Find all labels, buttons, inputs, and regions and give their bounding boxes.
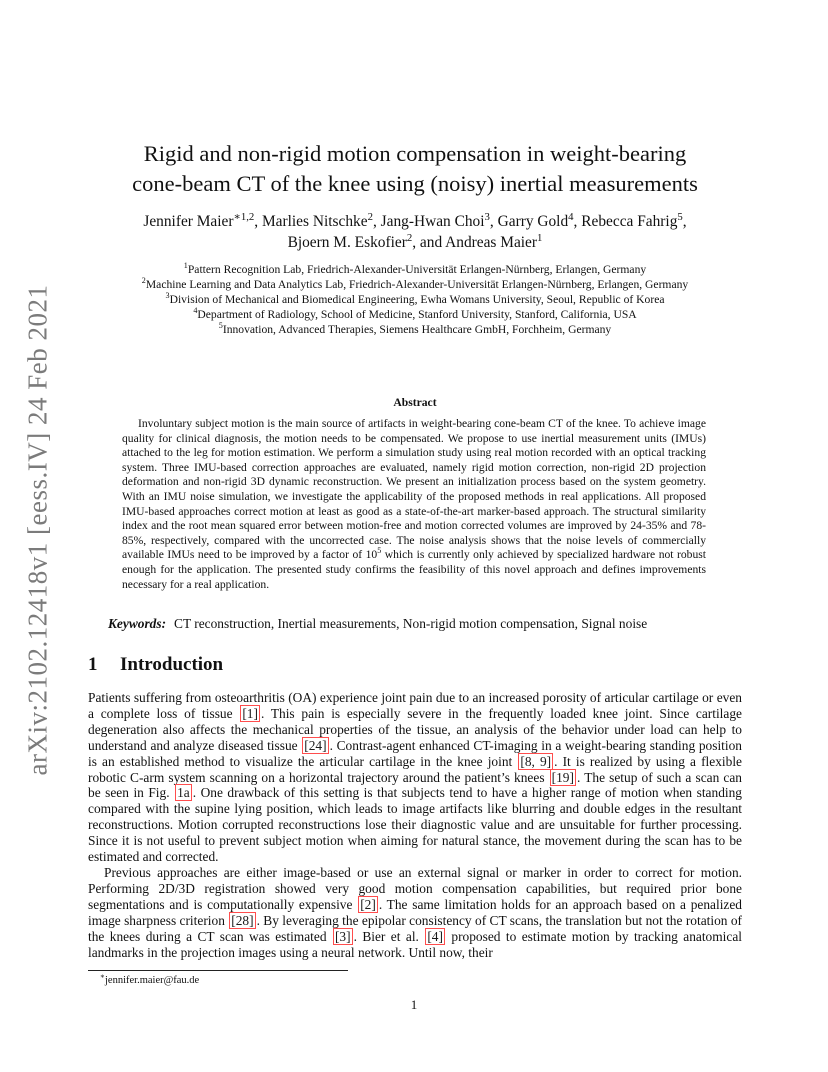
paragraph-text: proposed to estimate motion by tracking anatomical landmarks in the projection images using a neural network. Until now, their [88,928,742,960]
author-affil-mark: 5 [677,210,683,223]
citation-link[interactable]: [3] [334,928,351,944]
section-title: Introduction [120,654,224,675]
affiliation-mark: 3 [165,291,170,301]
title-line: cone-beam CT of the knee using (noisy) inertial measurements [132,171,698,196]
affiliation-text: Machine Learning and Data Analytics Lab, Friedrich-Alexander-Universität Erlangen-Nürnberg, Erlangen, Germany [145,278,689,291]
author [497,210,574,230]
affiliation [70,322,760,337]
affiliation-list [70,262,760,337]
author [581,210,683,230]
author-affil-mark: 3 [484,210,490,223]
author-affil-mark: 2 [406,231,413,244]
citation-link[interactable]: [19] [551,769,574,785]
citation-link[interactable]: [24] [304,737,327,753]
paragraph-text: . This pain is especially severe in the frequently loaded knee joint. Since cartilage degeneration also affects the mechanical properties of the tissue, an analysis of the behavior under load can help to understand and analyze diseased tissue [88,705,742,753]
body-paragraph-1 [88,690,742,865]
body-paragraph-2 [88,865,742,960]
author [380,210,490,230]
page-number: 1 [410,997,418,1012]
abstract-exponent: 5 [377,546,382,556]
author-line-1: Jennifer Maier$^{∗1,2}$, Marlies Nitschke$^2$, Jang-Hwan Choi$^3$, Garry Gold$^4$, Rebecca Fahrig$^5$, [143,210,687,230]
author-name: Andreas Maier [445,234,538,251]
paragraph-text: . Bier et al. [353,928,425,944]
citation-link[interactable]: 1a [177,785,190,801]
author [445,231,543,251]
paragraph-text: . It is realized by using a flexible robotic C-arm system scanning on a horizontal trajectory around the patient’s knees [88,753,742,785]
citation-link[interactable]: [28] [231,912,254,928]
title-line: Rigid and non-rigid motion compensation in weight-bearing [143,141,687,166]
author-affil-mark: 1 [537,231,543,244]
keywords-line [108,616,728,632]
author-name: Rebecca Fahrig [581,213,678,230]
author-affil-mark: 2 [367,210,373,223]
author-name: Jennifer Maier [143,213,234,230]
section-heading [88,654,223,676]
body-text [88,690,742,960]
paragraph-text: . Contrast-agent enhanced CT-imaging in a weight-bearing standing position is an established method to visualize the articular cartilage in the knee joint [88,737,742,769]
affiliation-text: Pattern Recognition Lab, Friedrich-Alexander-Universität Erlangen-Nürnberg, Erlangen, Germany [187,263,647,276]
affiliation [70,262,760,277]
keywords-text: CT reconstruction, Inertial measurements, Non-rigid motion compensation, Signal noise [174,616,648,631]
author-list [80,211,750,253]
author-affil-mark: 4 [568,210,574,223]
abstract-body [122,417,706,592]
author-name: Jang-Hwan Choi [380,213,485,230]
affiliation [70,307,760,322]
paragraph-text: . One drawback of this setting is that subjects tend to have a higher range of motion when standing compared with the supine lying position, which leads to image artifacts like blurring and double edges in the resultant reconstructions. Motion corrupted reconstructions lose their diagnostic value and are unsuitable for further processing. Since it is not useful to prevent subject motion when aiming for natural stance, the movement during the scan has to be estimated and corrected. [88,785,743,865]
section-number: 1 [88,654,98,675]
footnote-rule [88,970,348,971]
citation-link[interactable]: [1] [242,705,258,721]
author-name: Bjoern M. Eskofier [287,234,407,251]
author-affil-mark: ∗1,2 [233,210,255,223]
affiliation [70,277,760,292]
paragraph-text: Patients suffering from osteoarthritis (OA) experience joint pain due to an increased porosity of articular cartilage or even a complete loss of tissue [88,690,742,721]
footnote [100,971,200,986]
affiliation-mark: 2 [141,276,146,286]
author-name: Garry Gold [497,213,569,230]
abstract-paragraph [122,417,706,592]
footnote-mark: ∗ [100,971,105,981]
paragraph-text: . By leveraging the epipolar consistency of CT scans, the translation but not the rotation of the knees during a CT scan was estimated [88,912,742,944]
footnote-email: jennifer.maier@fau.de [105,975,200,986]
author [261,210,373,230]
citation-link[interactable]: [8, 9] [520,753,552,769]
affiliation [70,292,760,307]
paragraph-text: . The setup of such a scan can be seen in Fig. [88,769,742,801]
citation-link[interactable]: [2] [360,896,376,912]
arxiv-identifier [18,280,58,780]
affiliation-mark: 4 [193,306,198,316]
affiliation-text: Department of Radiology, School of Medicine, Stanford University, Stanford, California, USA [197,308,637,321]
author-line-2: Bjoern M. Eskofier$^2$, and Andreas Maier$^1$ [287,231,543,251]
paper-title [80,139,750,199]
author [143,210,255,230]
arxiv-identifier-text: arXiv:2102.12418v1 [eess.IV] 24 Feb 2021 [22,284,53,776]
abstract-text: which is currently only achieved by specialized hardware not robust enough for the application. The presented study confirms the feasibility of this novel approach and defines improvements necessary for a real application. [122,548,706,591]
affiliation-mark: 1 [183,261,188,271]
keywords-label: Keywords: [108,616,167,631]
affiliation-mark: 5 [218,321,223,331]
abstract-heading: Abstract [393,396,437,409]
author-name: Marlies Nitschke [261,213,368,230]
affiliation-text: Innovation, Advanced Therapies, Siemens Healthcare GmbH, Forchheim, Germany [222,323,612,336]
paragraph-text: Previous approaches are either image-based or use an external signal or marker in order to correct for motion. Performing 2D/3D registration showed very good motion compensation capabilities, but required prior bone segmentations and is computationally expensive [88,864,742,912]
abstract-text: Involuntary subject motion is the main source of artifacts in weight-bearing cone-beam CT of the knee. To achieve image quality for clinical diagnosis, the motion needs to be compensated. We propose to use inertial measurement units (IMUs) attached to the leg for motion estimation. We perform a simulation study using real motion recorded with an optical tracking system. Three IMU-based correction approaches are evaluated, namely rigid motion correction, non-rigid 2D projection deformation and non-rigid 3D dynamic reconstruction. We present an initialization process based on the system geometry. With an IMU noise simulation, we investigate the applicability of the proposed methods in real applications. All proposed IMU-based approaches correct motion at least as good as a state-of-the-art marker-based approach. The structural similarity index and the root mean squared error between motion-free and motion corrected volumes are improved by 24-35% and 78-85%, respectively, compared with the uncorrected case. The noise analysis shows that the noise levels of commercially available IMUs need to be improved by a factor of 10 [122,417,706,562]
affiliation-text: Division of Mechanical and Biomedical Engineering, Ewha Womans University, Seoul, Republic of Korea [169,293,665,306]
citation-link[interactable]: [4] [427,928,443,944]
author [287,231,413,251]
paragraph-text: . The same limitation holds for an approach based on a penalized image sharpness criterion [88,896,743,928]
